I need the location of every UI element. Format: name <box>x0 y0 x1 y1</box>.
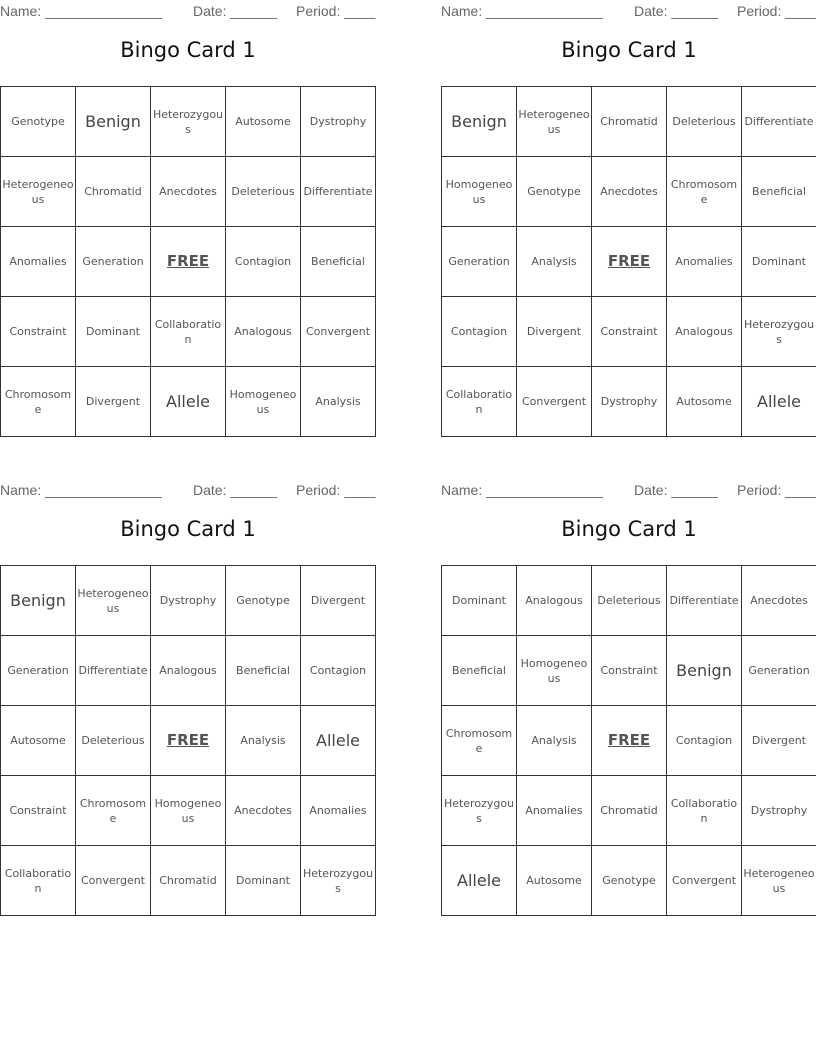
name-field: Name: _______________ <box>0 3 162 19</box>
bingo-cell: Dominant <box>226 846 301 916</box>
bingo-cell: Constraint <box>592 297 667 367</box>
bingo-cell: Differentiate <box>667 566 742 636</box>
date-field: Date: ______ <box>634 3 719 19</box>
bingo-grid <box>441 565 816 916</box>
card-title: Bingo Card 1 <box>120 38 256 62</box>
date-field: Date: ______ <box>193 3 278 19</box>
free-space-cell: FREE <box>592 706 667 776</box>
bingo-cell: Dystrophy <box>151 566 226 636</box>
bingo-cell: Analogous <box>151 636 226 706</box>
free-space-cell: FREE <box>151 706 226 776</box>
bingo-card-3 <box>0 482 376 895</box>
bingo-cell: Analogous <box>517 566 592 636</box>
bingo-cell: Convergent <box>517 367 592 437</box>
bingo-cell: Dystrophy <box>592 367 667 437</box>
bingo-cell: Homogeneous <box>151 776 226 846</box>
bingo-cell: Anomalies <box>1 227 76 297</box>
name-field: Name: _______________ <box>441 482 603 498</box>
bingo-cell: Anecdotes <box>742 566 816 636</box>
bingo-cell: Anomalies <box>667 227 742 297</box>
bingo-cell: Chromatid <box>592 776 667 846</box>
bingo-cell: Genotype <box>1 87 76 157</box>
bingo-cell: Anecdotes <box>592 157 667 227</box>
bingo-cell: Analysis <box>517 706 592 776</box>
bingo-cell: Anecdotes <box>151 157 226 227</box>
bingo-cell: Contagion <box>667 706 742 776</box>
period-field: Period: ____ <box>737 3 816 19</box>
bingo-cell: Benign <box>667 636 742 706</box>
bingo-cell: Analysis <box>301 367 376 437</box>
bingo-cell: Divergent <box>76 367 151 437</box>
card-header <box>0 3 376 25</box>
bingo-cell: Beneficial <box>301 227 376 297</box>
bingo-cell: Dominant <box>76 297 151 367</box>
bingo-cell: Generation <box>1 636 76 706</box>
bingo-cell: Constraint <box>1 776 76 846</box>
card-title: Bingo Card 1 <box>561 38 697 62</box>
bingo-cell: Chromosome <box>442 706 517 776</box>
bingo-cell: Heterozygous <box>151 87 226 157</box>
bingo-cell: Deleterious <box>667 87 742 157</box>
bingo-cell: Heterozygous <box>742 297 816 367</box>
bingo-cell: Allele <box>151 367 226 437</box>
card-title: Bingo Card 1 <box>561 517 697 541</box>
card-header <box>441 482 816 504</box>
bingo-cell: Allele <box>442 846 517 916</box>
bingo-cell: Autosome <box>667 367 742 437</box>
bingo-cell: Differentiate <box>301 157 376 227</box>
date-field: Date: ______ <box>193 482 278 498</box>
period-field: Period: ____ <box>296 482 376 498</box>
bingo-cell: Dystrophy <box>742 776 816 846</box>
bingo-cell: Collaboration <box>442 367 517 437</box>
period-field: Period: ____ <box>296 3 376 19</box>
bingo-cell: Contagion <box>226 227 301 297</box>
free-space-cell: FREE <box>592 227 667 297</box>
bingo-cell: Dominant <box>742 227 816 297</box>
bingo-cell: Generation <box>442 227 517 297</box>
bingo-cell: Heterogeneous <box>517 87 592 157</box>
date-field: Date: ______ <box>634 482 719 498</box>
bingo-cell: Anomalies <box>301 776 376 846</box>
bingo-cell: Divergent <box>301 566 376 636</box>
bingo-cell: Homogeneous <box>517 636 592 706</box>
bingo-cell: Heterozygous <box>442 776 517 846</box>
bingo-cell: Constraint <box>592 636 667 706</box>
bingo-cell: Anecdotes <box>226 776 301 846</box>
bingo-cell: Allele <box>742 367 816 437</box>
bingo-cell: Genotype <box>226 566 301 636</box>
bingo-card-2 <box>441 3 816 416</box>
bingo-cell: Genotype <box>517 157 592 227</box>
bingo-cell: Genotype <box>592 846 667 916</box>
bingo-cell: Deleterious <box>76 706 151 776</box>
name-field: Name: _______________ <box>441 3 603 19</box>
bingo-cell: Constraint <box>1 297 76 367</box>
bingo-cell: Differentiate <box>76 636 151 706</box>
bingo-cell: Homogeneous <box>226 367 301 437</box>
bingo-cell: Analysis <box>226 706 301 776</box>
bingo-cell: Deleterious <box>592 566 667 636</box>
bingo-cell: Benign <box>76 87 151 157</box>
bingo-cell: Benign <box>442 87 517 157</box>
card-header <box>0 482 376 504</box>
card-title: Bingo Card 1 <box>120 517 256 541</box>
bingo-cell: Autosome <box>1 706 76 776</box>
bingo-cell: Analogous <box>226 297 301 367</box>
period-field: Period: ____ <box>737 482 816 498</box>
bingo-cell: Generation <box>742 636 816 706</box>
bingo-cell: Beneficial <box>226 636 301 706</box>
bingo-cell: Heterozygous <box>301 846 376 916</box>
bingo-cell: Chromatid <box>592 87 667 157</box>
bingo-cell: Analogous <box>667 297 742 367</box>
free-space-cell: FREE <box>151 227 226 297</box>
bingo-cell: Dominant <box>442 566 517 636</box>
bingo-cell: Convergent <box>76 846 151 916</box>
bingo-cell: Homogeneous <box>442 157 517 227</box>
bingo-cell: Beneficial <box>442 636 517 706</box>
bingo-cell: Deleterious <box>226 157 301 227</box>
bingo-cell: Convergent <box>301 297 376 367</box>
bingo-cell: Allele <box>301 706 376 776</box>
bingo-cell: Chromatid <box>76 157 151 227</box>
bingo-cell: Differentiate <box>742 87 816 157</box>
bingo-cell: Contagion <box>442 297 517 367</box>
bingo-cell: Collaboration <box>151 297 226 367</box>
bingo-cell: Generation <box>76 227 151 297</box>
name-field: Name: _______________ <box>0 482 162 498</box>
bingo-cell: Heterogeneous <box>76 566 151 636</box>
bingo-cell: Chromosome <box>667 157 742 227</box>
bingo-cell: Analysis <box>517 227 592 297</box>
bingo-cell: Chromosome <box>1 367 76 437</box>
bingo-grid <box>0 86 376 437</box>
bingo-grid <box>0 565 376 916</box>
bingo-cell: Dystrophy <box>301 87 376 157</box>
bingo-cell: Divergent <box>517 297 592 367</box>
bingo-cell: Collaboration <box>1 846 76 916</box>
bingo-cell: Convergent <box>667 846 742 916</box>
bingo-cell: Chromosome <box>76 776 151 846</box>
bingo-cell: Autosome <box>226 87 301 157</box>
bingo-cell: Collaboration <box>667 776 742 846</box>
bingo-cell: Contagion <box>301 636 376 706</box>
bingo-cell: Anomalies <box>517 776 592 846</box>
bingo-cell: Beneficial <box>742 157 816 227</box>
bingo-cell: Divergent <box>742 706 816 776</box>
bingo-card-1 <box>0 3 376 416</box>
bingo-cell: Benign <box>1 566 76 636</box>
bingo-cell: Autosome <box>517 846 592 916</box>
bingo-cell: Chromatid <box>151 846 226 916</box>
bingo-grid <box>441 86 816 437</box>
card-header <box>441 3 816 25</box>
bingo-cell: Heterogeneous <box>742 846 816 916</box>
bingo-card-4 <box>441 482 816 895</box>
bingo-cell: Heterogeneous <box>1 157 76 227</box>
